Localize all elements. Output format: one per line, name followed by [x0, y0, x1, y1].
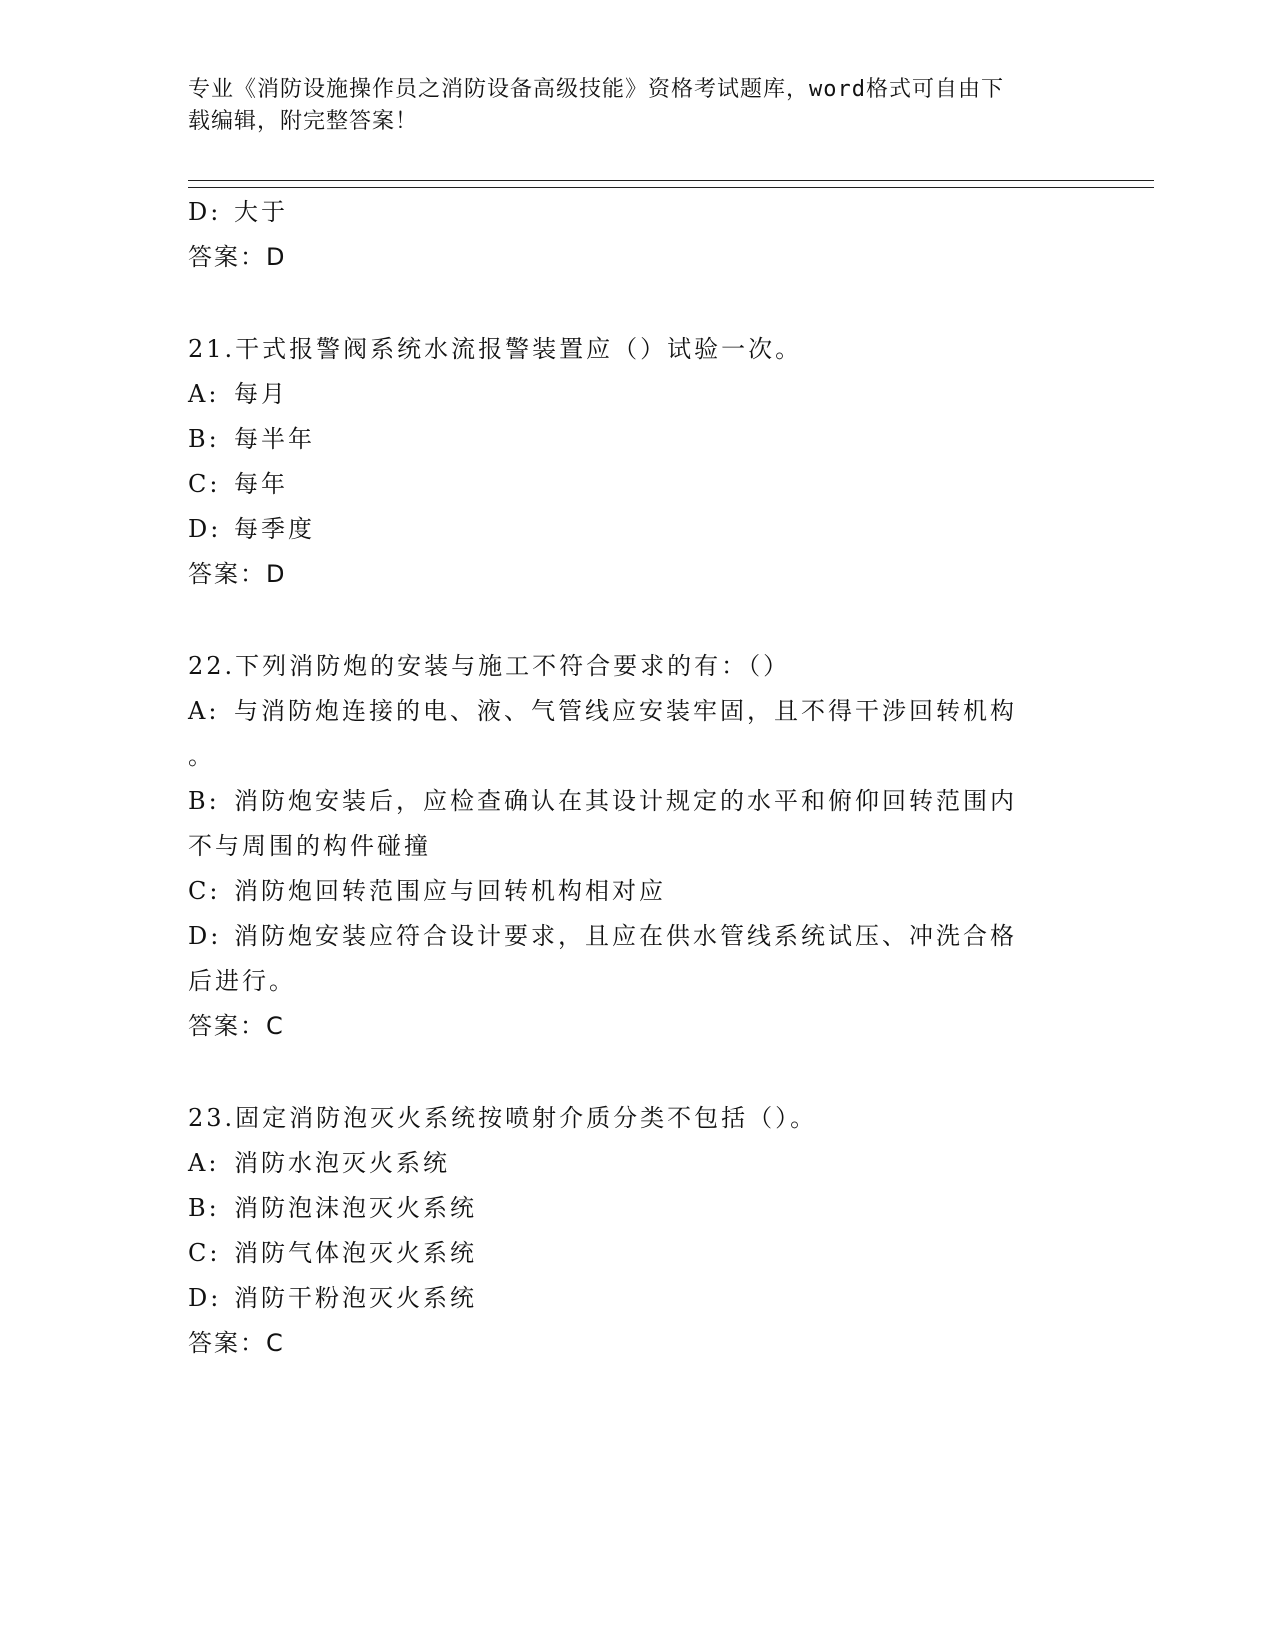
- option-d: [188, 1276, 1088, 1321]
- option-text: 大于: [234, 198, 288, 226]
- header-line-1: 专业《消防设施操作员之消防设备高级技能》资格考试题库，word格式可自由下: [188, 77, 1004, 102]
- page-header: [188, 74, 1068, 138]
- option-a-continued: 。: [188, 742, 215, 770]
- option-c: [188, 869, 1088, 914]
- spacer: [188, 1049, 1088, 1096]
- option-text: 每月: [234, 380, 288, 408]
- option-label: C:: [188, 877, 221, 905]
- option-c: [188, 1231, 1088, 1276]
- option-label: C:: [188, 1239, 221, 1267]
- option-label: D:: [188, 515, 222, 543]
- option-a: [188, 689, 1088, 734]
- option-d: [188, 507, 1088, 552]
- option-b: [188, 417, 1088, 462]
- option-b: [188, 1186, 1088, 1231]
- option-text: 消防泡沫泡灭火系统: [234, 1194, 477, 1222]
- option-d: [188, 914, 1088, 959]
- option-label: B:: [188, 787, 220, 815]
- option-text: 消防炮回转范围应与回转机构相对应: [234, 877, 666, 905]
- answer: 答案：D: [188, 560, 287, 588]
- option-text: 消防气体泡灭火系统: [234, 1239, 477, 1267]
- option-label: D:: [188, 198, 222, 226]
- option-d: [188, 190, 1088, 235]
- question-stem: 23.固定消防泡灭火系统按喷射介质分类不包括（）。: [188, 1104, 818, 1132]
- spacer: [188, 597, 1088, 644]
- option-text: 消防炮安装后，应检查确认在其设计规定的水平和俯仰回转范围内: [234, 787, 1017, 815]
- option-c: [188, 462, 1088, 507]
- option-a: [188, 372, 1088, 417]
- option-label: A:: [188, 380, 220, 408]
- option-text: 消防干粉泡灭火系统: [234, 1284, 477, 1312]
- option-label: D:: [188, 922, 222, 950]
- option-label: D:: [188, 1284, 222, 1312]
- option-text: 消防水泡灭火系统: [234, 1149, 450, 1177]
- option-b: [188, 779, 1088, 824]
- answer: 答案：C: [188, 1012, 285, 1040]
- option-text: 每季度: [234, 515, 315, 543]
- spacer: [188, 280, 1088, 327]
- option-label: A:: [188, 1149, 220, 1177]
- header-line-2: 载编辑，附完整答案！: [188, 109, 419, 134]
- option-text: 与消防炮连接的电、液、气管线应安装牢固，且不得干涉回转机构: [234, 697, 1017, 725]
- header-divider: [188, 180, 1154, 188]
- option-b-continued: 不与周围的构件碰撞: [188, 832, 431, 860]
- option-text: 每年: [234, 470, 288, 498]
- option-a: [188, 1141, 1088, 1186]
- answer: 答案：C: [188, 1329, 285, 1357]
- option-label: B:: [188, 1194, 220, 1222]
- question-content: [188, 190, 1088, 1366]
- question-stem: 22.下列消防炮的安装与施工不符合要求的有：（）: [188, 652, 791, 680]
- option-label: B:: [188, 425, 220, 453]
- answer: 答案：D: [188, 243, 287, 271]
- question-stem: 21.干式报警阀系统水流报警装置应（）试验一次。: [188, 335, 803, 363]
- option-label: A:: [188, 697, 220, 725]
- option-label: C:: [188, 470, 221, 498]
- option-d-continued: 后进行。: [188, 967, 296, 995]
- option-text: 每半年: [234, 425, 315, 453]
- option-text: 消防炮安装应符合设计要求，且应在供水管线系统试压、冲洗合格: [234, 922, 1017, 950]
